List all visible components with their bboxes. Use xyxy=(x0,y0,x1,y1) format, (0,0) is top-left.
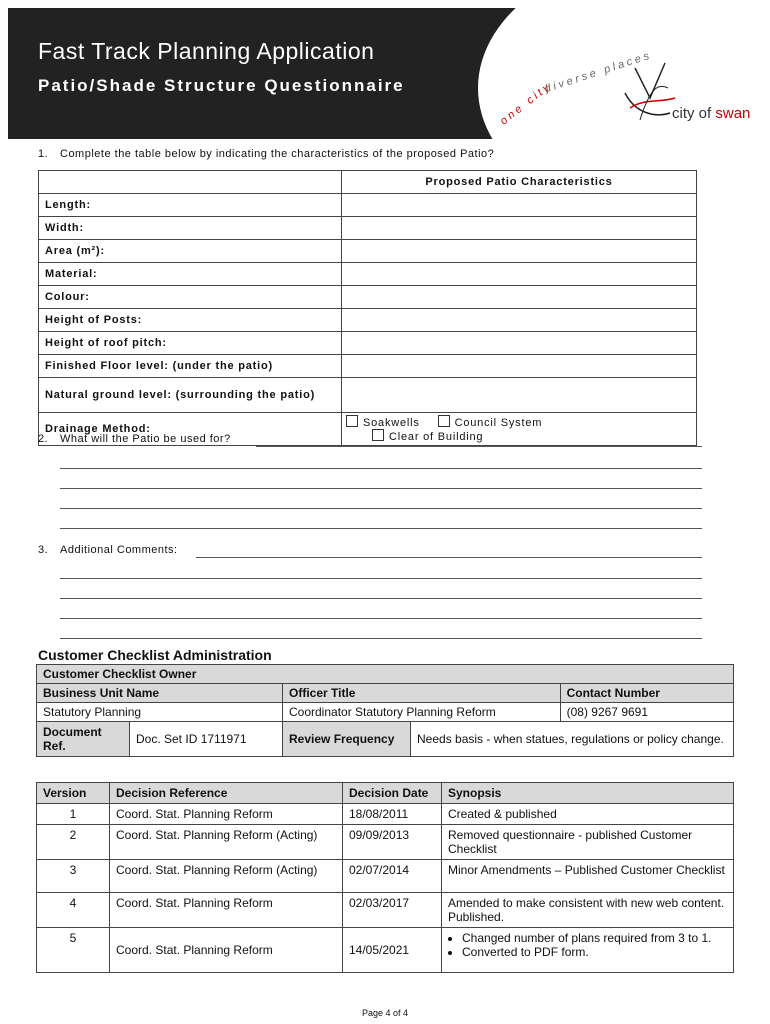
council-system-checkbox[interactable]: Council System xyxy=(438,415,543,429)
document-header xyxy=(8,8,762,139)
slogan-diverse-places: diverse places xyxy=(543,49,654,96)
answer-line[interactable] xyxy=(256,446,702,447)
checklist-owner-table xyxy=(36,664,734,757)
business-unit-label: Business Unit Name xyxy=(37,684,283,703)
version-header: Version xyxy=(37,783,110,804)
row-label: Material: xyxy=(39,263,342,286)
answer-line[interactable] xyxy=(60,468,702,469)
row-label: Height of roof pitch: xyxy=(39,332,342,355)
version-history-table xyxy=(36,782,734,973)
document-ref-value: Doc. Set ID 1711971 xyxy=(130,722,283,757)
row-label: Colour: xyxy=(39,286,342,309)
city-of-swan-swan-icon xyxy=(620,58,680,128)
comment-line[interactable] xyxy=(60,618,702,619)
comment-line[interactable] xyxy=(196,557,702,558)
answer-line[interactable] xyxy=(60,508,702,509)
patio-characteristics-table xyxy=(38,170,697,446)
officer-title-label: Officer Title xyxy=(283,684,561,703)
admin-section-title: Customer Checklist Administration xyxy=(38,647,272,663)
soakwells-checkbox[interactable]: Soakwells xyxy=(346,415,420,429)
row-label: Finished Floor level: (under the patio) xyxy=(39,355,342,378)
roof-pitch-field[interactable] xyxy=(342,332,697,355)
row-label: Height of Posts: xyxy=(39,309,342,332)
checkbox-icon xyxy=(438,415,450,427)
natural-ground-field[interactable] xyxy=(342,378,697,413)
contact-number-value: (08) 9267 9691 xyxy=(560,703,733,722)
row-label: Drainage Method: xyxy=(39,413,342,446)
review-frequency-value: Needs basis - when statues, regulations or policy change. xyxy=(411,722,734,757)
table-row: 2 Coord. Stat. Planning Reform (Acting) 09/09/2013 Removed questionnaire - published Customer Checklist xyxy=(37,825,734,860)
reference-header: Decision Reference xyxy=(110,783,343,804)
comment-line[interactable] xyxy=(60,638,702,639)
document-title: Fast Track Planning Application xyxy=(38,38,375,64)
comment-line[interactable] xyxy=(60,598,702,599)
width-field[interactable] xyxy=(342,217,697,240)
table-row: 3 Coord. Stat. Planning Reform (Acting) 02/07/2014 Minor Amendments – Published Customer Checklist xyxy=(37,860,734,893)
height-of-posts-field[interactable] xyxy=(342,309,697,332)
drainage-options xyxy=(342,413,697,446)
checkbox-icon xyxy=(372,429,384,441)
answer-line[interactable] xyxy=(60,528,702,529)
slogan-one-city: one city xyxy=(498,79,555,128)
review-frequency-label: Review Frequency xyxy=(283,722,411,757)
document-subtitle: Patio/Shade Structure Questionnaire xyxy=(38,76,405,95)
owner-label: Customer Checklist Owner xyxy=(37,665,734,684)
table-row: 5 Coord. Stat. Planning Reform 14/05/2021 • Changed number of plans required from 3 to 1. • Converted to PDF form. xyxy=(37,928,734,973)
row-label: Area (m²): xyxy=(39,240,342,263)
synopsis-header: Synopsis xyxy=(442,783,734,804)
list-item: • Converted to PDF form. xyxy=(462,945,727,959)
row-label: Natural ground level: (surrounding the patio) xyxy=(39,378,342,413)
officer-title-value: Coordinator Statutory Planning Reform xyxy=(283,703,561,722)
clear-of-building-checkbox[interactable]: Clear of Building xyxy=(372,429,483,443)
row-label: Width: xyxy=(39,217,342,240)
comment-line[interactable] xyxy=(60,578,702,579)
question-3: 3. Additional Comments: xyxy=(38,544,178,556)
table-row: 4 Coord. Stat. Planning Reform 02/03/2017 Amended to make consistent with new web content. Published. xyxy=(37,893,734,928)
synopsis-bullets xyxy=(442,928,734,973)
length-field[interactable] xyxy=(342,194,697,217)
colour-field[interactable] xyxy=(342,286,697,309)
row-label: Length: xyxy=(39,194,342,217)
material-field[interactable] xyxy=(342,263,697,286)
list-item: • Changed number of plans required from 3 to 1. xyxy=(462,931,727,945)
date-header: Decision Date xyxy=(343,783,442,804)
city-of-swan-logo-text: city of swan xyxy=(672,105,751,122)
table-row: 1 Coord. Stat. Planning Reform 18/08/2011 Created & published xyxy=(37,804,734,825)
answer-line[interactable] xyxy=(60,488,702,489)
finished-floor-field[interactable] xyxy=(342,355,697,378)
page-number: Page 4 of 4 xyxy=(361,1008,409,1018)
contact-number-label: Contact Number xyxy=(560,684,733,703)
document-ref-label: Document Ref. xyxy=(37,722,130,757)
question-1: 1. Complete the table below by indicating the characteristics of the proposed Patio? xyxy=(38,148,495,160)
business-unit-value: Statutory Planning xyxy=(37,703,283,722)
area-field[interactable] xyxy=(342,240,697,263)
checkbox-icon xyxy=(346,415,358,427)
table-header: Proposed Patio Characteristics xyxy=(342,171,697,194)
question-2: 2. What will the Patio be used for? xyxy=(38,433,231,445)
